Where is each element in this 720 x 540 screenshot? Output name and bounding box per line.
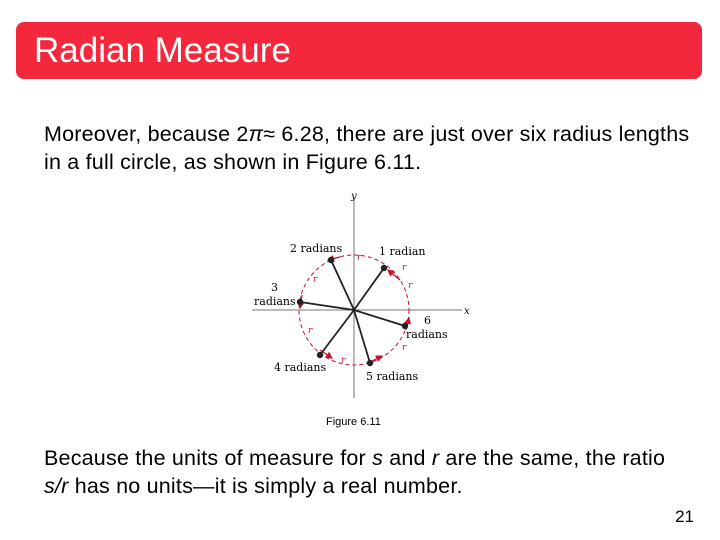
pi-symbol: π bbox=[248, 122, 264, 146]
radius-1 bbox=[354, 268, 384, 310]
approx-symbol: ≈ bbox=[263, 122, 276, 146]
x-axis-label: x bbox=[464, 306, 470, 317]
r-label-4: r bbox=[308, 326, 313, 336]
label-6-number: 6 bbox=[424, 314, 431, 327]
concl-part3: are the same, the ratio bbox=[439, 446, 666, 470]
label-5-radians: 5 radians bbox=[366, 370, 419, 383]
point-1 bbox=[381, 265, 387, 271]
var-r-ratio: r bbox=[61, 474, 69, 498]
label-3-number: 3 bbox=[271, 281, 278, 294]
page-title: Radian Measure bbox=[34, 31, 291, 70]
label-6-word: radians bbox=[406, 328, 448, 341]
arc-arrow-1 bbox=[388, 270, 400, 280]
radius-3 bbox=[300, 302, 354, 310]
figure-caption: Figure 6.11 bbox=[326, 416, 381, 428]
y-axis-label: y bbox=[351, 191, 357, 202]
title-bar bbox=[16, 22, 702, 79]
intro-lead: Moreover, because 2 bbox=[44, 122, 249, 146]
label-1-radian: 1 radian bbox=[379, 245, 426, 258]
point-2 bbox=[328, 257, 334, 263]
radian-figure bbox=[240, 190, 480, 400]
label-4-radians: 4 radians bbox=[274, 361, 327, 374]
r-label-3: r bbox=[313, 275, 318, 285]
point-5 bbox=[367, 360, 373, 366]
paragraph-intro bbox=[44, 120, 694, 176]
concl-part2: and bbox=[383, 446, 432, 470]
var-s: s bbox=[372, 446, 384, 470]
ratio-slash: / bbox=[54, 474, 62, 498]
intro-tail: 6.28, there are just over six radius lengths in a full circle, as shown in Figure 6.11. bbox=[44, 122, 690, 174]
radius-2 bbox=[331, 260, 354, 310]
r-label-5: r bbox=[341, 356, 346, 366]
concl-part1: Because the units of measure for bbox=[44, 446, 373, 470]
point-3 bbox=[297, 299, 303, 305]
radius-5 bbox=[354, 310, 370, 363]
var-s-ratio: s bbox=[44, 474, 55, 498]
concl-part4: has no units—it is simply a real number. bbox=[68, 474, 463, 498]
r-label-7: r bbox=[408, 281, 413, 291]
r-label-1: r bbox=[402, 263, 407, 273]
page-number: 21 bbox=[675, 507, 694, 526]
radius-4 bbox=[320, 310, 354, 355]
paragraph-conclusion bbox=[44, 444, 694, 500]
var-r: r bbox=[431, 446, 440, 470]
r-label-2: r bbox=[357, 253, 362, 263]
point-4 bbox=[317, 352, 323, 358]
label-2-radians: 2 radians bbox=[290, 242, 343, 255]
radian-diagram bbox=[240, 190, 480, 400]
radius-6 bbox=[354, 310, 405, 326]
label-3-word: radians bbox=[254, 295, 296, 308]
r-label-6: r bbox=[402, 343, 407, 353]
